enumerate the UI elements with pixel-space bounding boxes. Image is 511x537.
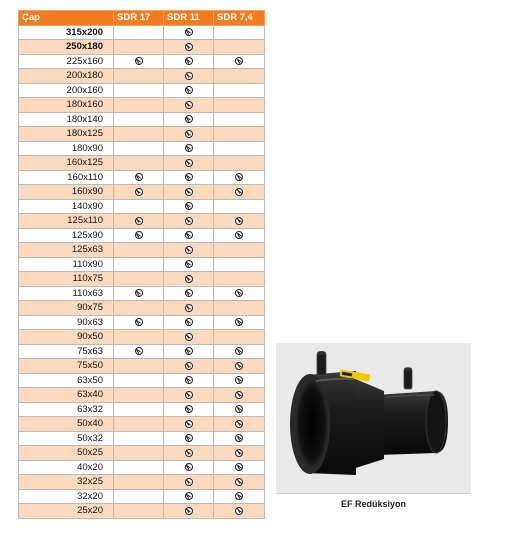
sdr-17-cell xyxy=(114,257,164,272)
sdr-11-cell xyxy=(164,185,214,200)
sdr-17-cell xyxy=(114,315,164,330)
fitting-mark-icon xyxy=(185,347,193,355)
fitting-mark-icon xyxy=(185,57,193,65)
size-cell: 75x50 xyxy=(19,359,114,374)
table-row xyxy=(19,489,265,504)
size-cell: 90x75 xyxy=(19,301,114,316)
sdr-17-cell xyxy=(114,286,164,301)
sdr-7-4-cell xyxy=(214,127,265,142)
fitting-mark-icon xyxy=(235,405,243,413)
size-cell: 63x32 xyxy=(19,402,114,417)
sdr-17-cell xyxy=(114,402,164,417)
table-row xyxy=(19,330,265,345)
fitting-mark-icon xyxy=(235,362,243,370)
fitting-mark-icon xyxy=(185,86,193,94)
fitting-mark-icon xyxy=(185,246,193,254)
size-cell: 50x32 xyxy=(19,431,114,446)
fitting-mark-icon xyxy=(185,449,193,457)
fitting-mark-icon xyxy=(185,217,193,225)
fitting-mark-icon xyxy=(235,188,243,196)
sdr-11-cell xyxy=(164,388,214,403)
size-cell: 25x20 xyxy=(19,504,114,519)
fitting-mark-icon xyxy=(185,391,193,399)
table-row xyxy=(19,98,265,113)
sdr-17-cell xyxy=(114,127,164,142)
sdr-7-4-cell xyxy=(214,301,265,316)
fitting-mark-icon xyxy=(235,217,243,225)
table-row xyxy=(19,315,265,330)
sdr-11-cell xyxy=(164,83,214,98)
table-row xyxy=(19,359,265,374)
sdr-7-4-cell xyxy=(214,359,265,374)
sdr-11-cell xyxy=(164,243,214,258)
table-row xyxy=(19,446,265,461)
sdr-7-4-cell xyxy=(214,156,265,171)
size-cell: 50x40 xyxy=(19,417,114,432)
table-row xyxy=(19,475,265,490)
size-cell: 63x50 xyxy=(19,373,114,388)
fitting-mark-icon xyxy=(185,405,193,413)
fitting-mark-icon xyxy=(185,478,193,486)
size-cell: 125x90 xyxy=(19,228,114,243)
fitting-mark-icon xyxy=(185,289,193,297)
sdr-7-4-cell xyxy=(214,214,265,229)
header-sdr-11: SDR 11 xyxy=(164,11,214,26)
sdr-17-cell xyxy=(114,156,164,171)
sdr-17-cell xyxy=(114,417,164,432)
fitting-mark-icon xyxy=(235,434,243,442)
size-cell: 125x110 xyxy=(19,214,114,229)
sdr-11-cell xyxy=(164,489,214,504)
fitting-mark-icon xyxy=(185,28,193,36)
size-cell: 110x90 xyxy=(19,257,114,272)
sdr-11-cell xyxy=(164,286,214,301)
sdr-7-4-cell xyxy=(214,257,265,272)
size-cell: 200x160 xyxy=(19,83,114,98)
sdr-11-cell xyxy=(164,54,214,69)
sdr-11-cell xyxy=(164,156,214,171)
table-row xyxy=(19,286,265,301)
size-cell: 140x90 xyxy=(19,199,114,214)
sdr-11-cell xyxy=(164,359,214,374)
reducer-size-table xyxy=(18,10,265,519)
sdr-7-4-cell xyxy=(214,286,265,301)
fitting-mark-icon xyxy=(235,231,243,239)
fitting-mark-icon xyxy=(135,347,143,355)
header-sdr-7-4: SDR 7,4 xyxy=(214,11,265,26)
sdr-17-cell xyxy=(114,54,164,69)
sdr-7-4-cell xyxy=(214,402,265,417)
sdr-7-4-cell xyxy=(214,475,265,490)
size-cell: 180x160 xyxy=(19,98,114,113)
sdr-11-cell xyxy=(164,301,214,316)
sdr-11-cell xyxy=(164,127,214,142)
sdr-11-cell xyxy=(164,141,214,156)
sdr-7-4-cell xyxy=(214,141,265,156)
sdr-7-4-cell xyxy=(214,199,265,214)
size-cell: 250x180 xyxy=(19,40,114,55)
table-row xyxy=(19,243,265,258)
sdr-11-cell xyxy=(164,417,214,432)
sdr-7-4-cell xyxy=(214,431,265,446)
fitting-mark-icon xyxy=(135,231,143,239)
fitting-mark-icon xyxy=(235,376,243,384)
sdr-11-cell xyxy=(164,199,214,214)
table-row xyxy=(19,185,265,200)
sdr-11-cell xyxy=(164,69,214,84)
sdr-11-cell xyxy=(164,402,214,417)
sdr-7-4-cell xyxy=(214,54,265,69)
sdr-7-4-cell xyxy=(214,417,265,432)
fitting-mark-icon xyxy=(185,420,193,428)
sdr-17-cell xyxy=(114,228,164,243)
sdr-11-cell xyxy=(164,330,214,345)
sdr-7-4-cell xyxy=(214,272,265,287)
size-cell: 160x110 xyxy=(19,170,114,185)
size-cell: 110x75 xyxy=(19,272,114,287)
table-row xyxy=(19,344,265,359)
sdr-11-cell xyxy=(164,25,214,40)
sdr-17-cell xyxy=(114,83,164,98)
size-cell: 125x63 xyxy=(19,243,114,258)
fitting-mark-icon xyxy=(235,289,243,297)
sdr-17-cell xyxy=(114,373,164,388)
table-row xyxy=(19,112,265,127)
sdr-17-cell xyxy=(114,199,164,214)
sdr-17-cell xyxy=(114,344,164,359)
size-cell: 315x200 xyxy=(19,25,114,40)
table-row xyxy=(19,156,265,171)
table-row xyxy=(19,170,265,185)
size-cell: 160x90 xyxy=(19,185,114,200)
sdr-7-4-cell xyxy=(214,504,265,519)
table-row xyxy=(19,373,265,388)
table-row xyxy=(19,257,265,272)
fitting-mark-icon xyxy=(235,347,243,355)
sdr-11-cell xyxy=(164,373,214,388)
table-header-row xyxy=(19,11,265,26)
sdr-7-4-cell xyxy=(214,446,265,461)
sdr-11-cell xyxy=(164,272,214,287)
sdr-7-4-cell xyxy=(214,315,265,330)
sdr-17-cell xyxy=(114,301,164,316)
fitting-mark-icon xyxy=(185,318,193,326)
fitting-mark-icon xyxy=(135,217,143,225)
sdr-7-4-cell xyxy=(214,330,265,345)
sdr-17-cell xyxy=(114,112,164,127)
fitting-mark-icon xyxy=(185,434,193,442)
sdr-7-4-cell xyxy=(214,344,265,359)
fitting-mark-icon xyxy=(235,492,243,500)
sdr-17-cell xyxy=(114,185,164,200)
size-cell: 63x40 xyxy=(19,388,114,403)
fitting-mark-icon xyxy=(185,115,193,123)
table-row xyxy=(19,40,265,55)
size-cell: 75x63 xyxy=(19,344,114,359)
size-cell: 32x25 xyxy=(19,475,114,490)
sdr-17-cell xyxy=(114,431,164,446)
table-row xyxy=(19,417,265,432)
size-cell: 200x180 xyxy=(19,69,114,84)
sdr-17-cell xyxy=(114,504,164,519)
fitting-mark-icon xyxy=(235,463,243,471)
table-row xyxy=(19,402,265,417)
fitting-mark-icon xyxy=(235,173,243,181)
sdr-7-4-cell xyxy=(214,112,265,127)
fitting-mark-icon xyxy=(185,507,193,515)
table-row xyxy=(19,214,265,229)
fitting-mark-icon xyxy=(185,362,193,370)
sdr-17-cell xyxy=(114,388,164,403)
size-cell: 225x160 xyxy=(19,54,114,69)
size-cell: 160x125 xyxy=(19,156,114,171)
sdr-11-cell xyxy=(164,460,214,475)
size-cell: 40x20 xyxy=(19,460,114,475)
sdr-17-cell xyxy=(114,475,164,490)
sdr-7-4-cell xyxy=(214,185,265,200)
sdr-7-4-cell xyxy=(214,40,265,55)
table-row xyxy=(19,199,265,214)
sdr-7-4-cell xyxy=(214,25,265,40)
fitting-mark-icon xyxy=(185,492,193,500)
sdr-11-cell xyxy=(164,214,214,229)
table-row xyxy=(19,25,265,40)
sdr-7-4-cell xyxy=(214,228,265,243)
fitting-mark-icon xyxy=(235,420,243,428)
size-cell: 90x63 xyxy=(19,315,114,330)
sdr-7-4-cell xyxy=(214,243,265,258)
fitting-mark-icon xyxy=(185,173,193,181)
header-sdr-17: SDR 17 xyxy=(114,11,164,26)
fitting-mark-icon xyxy=(185,202,193,210)
size-cell: 50x25 xyxy=(19,446,114,461)
fitting-mark-icon xyxy=(135,188,143,196)
table-row xyxy=(19,54,265,69)
sdr-11-cell xyxy=(164,257,214,272)
sdr-17-cell xyxy=(114,489,164,504)
fitting-mark-icon xyxy=(235,478,243,486)
sdr-11-cell xyxy=(164,40,214,55)
fitting-mark-icon xyxy=(185,463,193,471)
sdr-11-cell xyxy=(164,344,214,359)
sdr-7-4-cell xyxy=(214,83,265,98)
sdr-17-cell xyxy=(114,98,164,113)
fitting-mark-icon xyxy=(185,188,193,196)
table-row xyxy=(19,69,265,84)
fitting-mark-icon xyxy=(235,391,243,399)
table-row xyxy=(19,141,265,156)
table-row xyxy=(19,272,265,287)
sdr-11-cell xyxy=(164,228,214,243)
sdr-17-cell xyxy=(114,69,164,84)
sdr-17-cell xyxy=(114,446,164,461)
sdr-7-4-cell xyxy=(214,489,265,504)
table-row xyxy=(19,83,265,98)
sdr-17-cell xyxy=(114,359,164,374)
sdr-17-cell xyxy=(114,330,164,345)
sdr-17-cell xyxy=(114,460,164,475)
sdr-7-4-cell xyxy=(214,69,265,84)
sdr-17-cell xyxy=(114,141,164,156)
fitting-mark-icon xyxy=(135,57,143,65)
fitting-mark-icon xyxy=(185,376,193,384)
fitting-mark-icon xyxy=(185,72,193,80)
fitting-mark-icon xyxy=(185,159,193,167)
fitting-mark-icon xyxy=(185,333,193,341)
fitting-mark-icon xyxy=(185,275,193,283)
size-cell: 32x20 xyxy=(19,489,114,504)
sdr-11-cell xyxy=(164,170,214,185)
sdr-7-4-cell xyxy=(214,373,265,388)
sdr-17-cell xyxy=(114,214,164,229)
fitting-mark-icon xyxy=(235,57,243,65)
table-row xyxy=(19,228,265,243)
table-row xyxy=(19,504,265,519)
fitting-mark-icon xyxy=(235,318,243,326)
fitting-mark-icon xyxy=(185,130,193,138)
product-caption: EF Redüksiyon xyxy=(340,499,406,509)
sdr-11-cell xyxy=(164,475,214,490)
sdr-11-cell xyxy=(164,431,214,446)
ef-reducer-fitting-image xyxy=(276,343,471,493)
sdr-11-cell xyxy=(164,112,214,127)
fitting-mark-icon xyxy=(185,101,193,109)
fitting-mark-icon xyxy=(235,507,243,515)
fitting-mark-icon xyxy=(135,173,143,181)
table-row xyxy=(19,127,265,142)
sdr-11-cell xyxy=(164,98,214,113)
size-cell: 180x90 xyxy=(19,141,114,156)
product-image-card xyxy=(276,343,471,494)
sdr-17-cell xyxy=(114,170,164,185)
size-cell: 180x125 xyxy=(19,127,114,142)
sdr-7-4-cell xyxy=(214,460,265,475)
sdr-17-cell xyxy=(114,243,164,258)
size-cell: 110x63 xyxy=(19,286,114,301)
fitting-mark-icon xyxy=(185,231,193,239)
sdr-7-4-cell xyxy=(214,170,265,185)
fitting-mark-icon xyxy=(185,260,193,268)
sdr-11-cell xyxy=(164,446,214,461)
fitting-mark-icon xyxy=(185,43,193,51)
sdr-7-4-cell xyxy=(214,388,265,403)
fitting-mark-icon xyxy=(185,304,193,312)
table-row xyxy=(19,301,265,316)
sdr-17-cell xyxy=(114,40,164,55)
fitting-mark-icon xyxy=(185,144,193,152)
size-cell: 90x50 xyxy=(19,330,114,345)
header-diameter: Çap xyxy=(19,11,114,26)
sdr-11-cell xyxy=(164,315,214,330)
fitting-mark-icon xyxy=(235,449,243,457)
sdr-17-cell xyxy=(114,272,164,287)
fitting-mark-icon xyxy=(135,318,143,326)
sdr-11-cell xyxy=(164,504,214,519)
table-body xyxy=(19,25,265,518)
table-row xyxy=(19,431,265,446)
size-cell: 180x140 xyxy=(19,112,114,127)
sdr-17-cell xyxy=(114,25,164,40)
sdr-7-4-cell xyxy=(214,98,265,113)
table-row xyxy=(19,388,265,403)
fitting-mark-icon xyxy=(135,289,143,297)
table-row xyxy=(19,460,265,475)
